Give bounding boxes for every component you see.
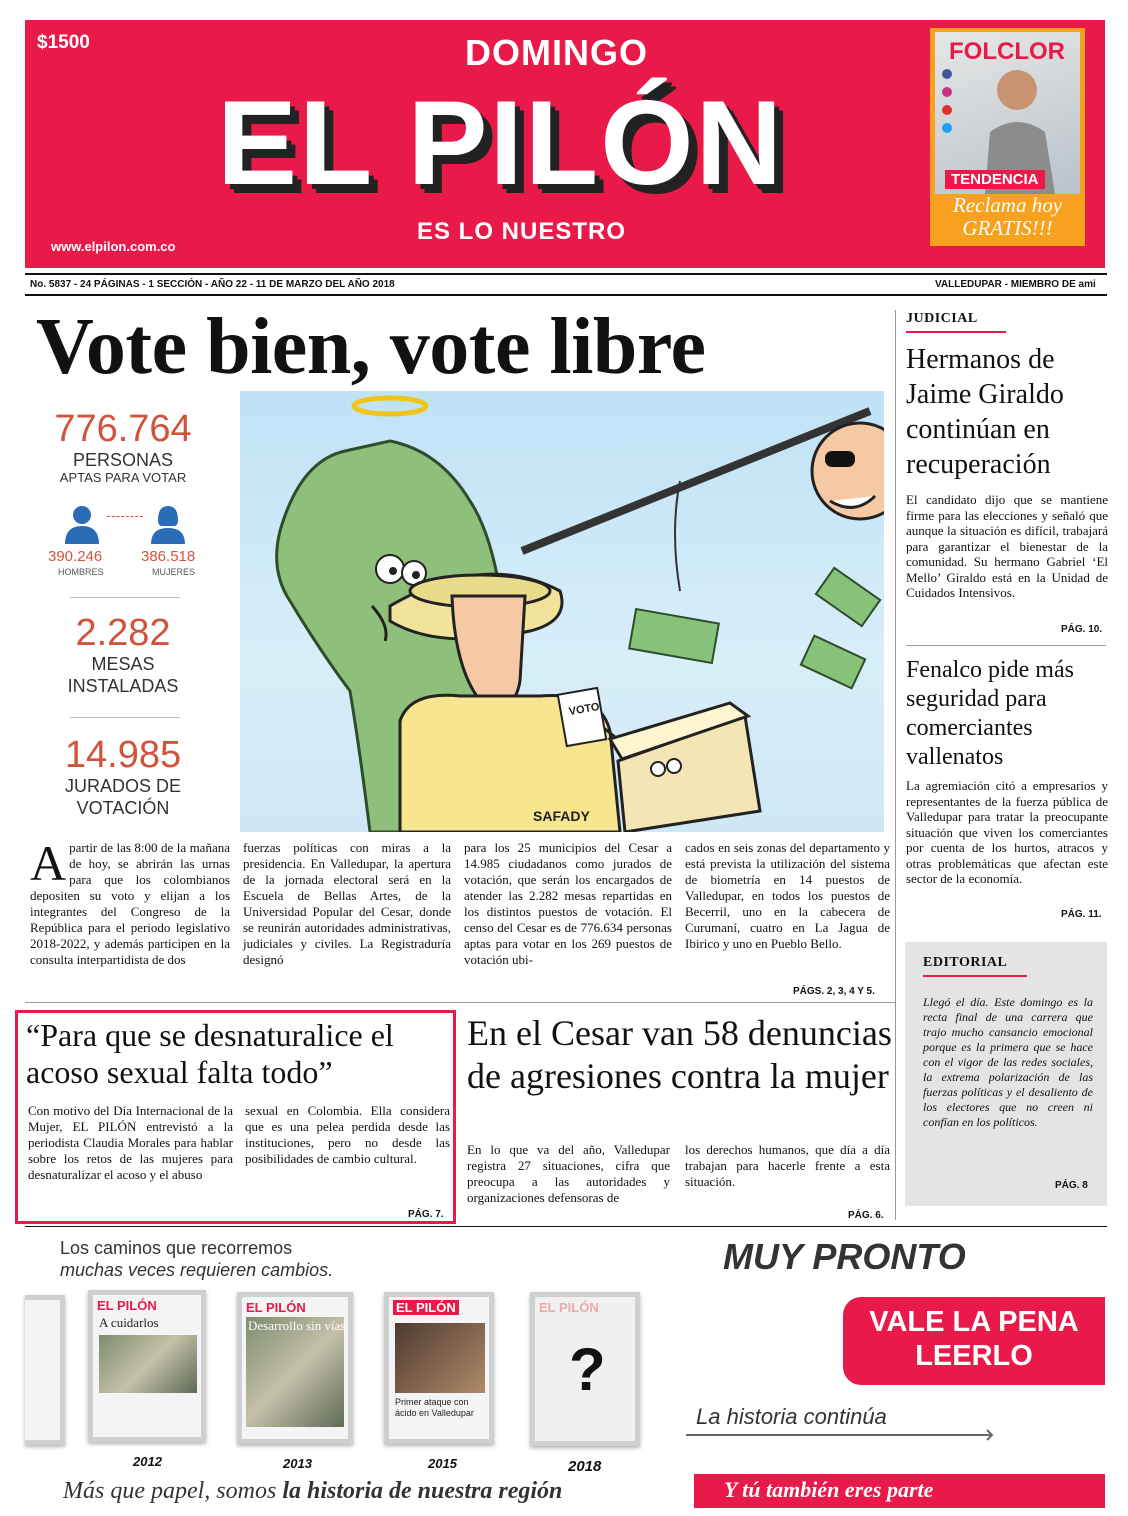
stat-men-number: 390.246: [48, 548, 103, 565]
ad-historia-underline: [686, 1434, 986, 1436]
fenalco-text: La agremiación citó a empresarios y representantes de la fuerza pública de Valledupar para tratar la preocupante situación que viven los comerciantes por cuenta de los hurtos, atracos y otras problemáticas que afectan este sector de la economía.: [906, 778, 1108, 886]
ad-muy-pronto: MUY PRONTO: [723, 1236, 966, 1277]
day-label: DOMINGO: [465, 32, 648, 73]
ad-historia: La historia continúa: [696, 1404, 887, 1429]
paper-logo: EL PILÓN: [246, 1300, 306, 1315]
masthead: [25, 20, 1105, 268]
editorial-box: [905, 942, 1107, 1206]
sidebar-divider: [906, 645, 1106, 646]
slogan: ES LO NUESTRO: [417, 218, 627, 245]
ad-line-1: Los caminos que recorremos: [60, 1238, 293, 1258]
main-story-col4: cados en seis zonas del departamento y está prevista la utilización del sistema de biometría en 14 puestos de Valledupar, en todos los puestos de Becerril, uno en la cabecera de Curumaní, cuatro en La Jagua de Ibirico y uno en Pueblo Bello.: [685, 840, 890, 951]
main-story-col2: fuerzas políticas con miras a la presidencia. En Valledupar, la apertura de la jornada electoral será en la Escuela de Bellas Artes, de la Universidad Popular del Cesar, donde se reunirán autoridades administrativas, judiciales y civiles. La Registraduría designó: [243, 840, 451, 967]
newspaper-logo: EL PILÓN: [217, 76, 785, 210]
main-story-col1-text: partir de las 8:00 de la mañana de hoy, se abrirán las urnas para que los colombianos depositen su voto y elijan a los integrantes del Congreso de la República para el periodo legislativo 2018-2022, y además participen en la consulta interpartidista de dos: [30, 840, 230, 967]
woman-icon: [148, 504, 188, 544]
drop-cap: A: [30, 835, 67, 891]
issue-info: No. 5837 - 24 PÁGINAS - 1 SECCIÓN - AÑO 22 - 11 DE MARZO DEL AÑO 2018: [30, 279, 395, 290]
cesar-headline[interactable]: En el Cesar van 58 denuncias de agresiones contra la mujer: [467, 1013, 892, 1096]
section-tag-underline: [906, 331, 1006, 333]
main-story-pages[interactable]: PÁGS. 2, 3, 4 Y 5.: [793, 986, 875, 997]
ad-mas-papel-b: la historia de nuestra región: [282, 1478, 563, 1504]
judicial-text: El candidato dijo que se mantiene firme para las elecciones y señaló que aunque la situación es difícil, trabajará para garantizar el bienestar de la comunidad. Su hermano Gabriel ‘El Mello’ Giraldo está en la Unidad de Cuidados Intensivos.: [906, 492, 1108, 600]
cesar-col2: los derechos humanos, que día a día trabajan para hacerle frente a esta situación.: [685, 1142, 890, 1189]
paper-2018: [530, 1292, 640, 1446]
stat-jurors-sublabel: VOTACIÓN: [76, 798, 170, 818]
location-info: VALLEDUPAR - MIEMBRO DE ami: [935, 279, 1096, 290]
divider: [25, 273, 1107, 275]
section-divider: [25, 1002, 895, 1003]
stat-voters-sublabel: APTAS PARA VOTAR: [59, 470, 187, 485]
ad-line-2: muchas veces requieren cambios.: [60, 1260, 334, 1280]
ad-tu-box: [694, 1474, 1105, 1508]
ad-vale-text: [843, 1305, 1105, 1373]
stat-jurors-number: 14.985: [64, 734, 182, 776]
cesar-page[interactable]: PÁG. 6.: [848, 1210, 884, 1221]
acoso-col2: sexual en Colombia. Ella considera que es una pelea perdida desde las instituciones, pero no desde las posibilidades de cambio cultural.: [245, 1103, 450, 1166]
stat-tables-label: MESAS: [91, 654, 155, 674]
paper-photo: [99, 1335, 197, 1393]
paper-year: 2018: [568, 1458, 602, 1475]
ad-vale-box: [843, 1297, 1105, 1385]
arrow-right-icon: [980, 1428, 994, 1442]
promo-text: [930, 194, 1085, 240]
paper-logo: EL PILÓN: [393, 1300, 459, 1315]
main-story-col1: [30, 835, 230, 968]
paper-photo: [395, 1323, 485, 1393]
paper-headline: Desarrollo sin vías: [248, 1318, 346, 1333]
paper-question-mark: ?: [569, 1336, 606, 1403]
price: $1500: [37, 32, 90, 53]
paper-headline: A cuidarlos: [99, 1315, 159, 1330]
stat-divider: [70, 717, 180, 718]
man-icon: [62, 504, 102, 544]
section-tag-underline: [923, 975, 1027, 977]
editorial-page[interactable]: PÁG. 8: [1055, 1180, 1088, 1191]
ad-vale-line-2: LEERLO: [915, 1340, 1033, 1372]
ad-mas-papel-a: Más que papel, somos: [63, 1478, 283, 1504]
website-link[interactable]: www.elpilon.com.co: [51, 239, 176, 254]
ad-tu-text: Y tú también eres parte: [724, 1477, 934, 1502]
editorial-text: Llegó el día. Este domingo es la recta final de una carrera que trajo mucho cansancio emocional porque es la primera que se hace con el vigor de las redes sociales, la extrema polarización de las fuerzas políticas y el desaliento de los electores que no creen ni confían en los políticos.: [923, 995, 1093, 1129]
magazine-title: FOLCLOR: [949, 38, 1065, 65]
stat-jurors-label: JURADOS DE: [64, 776, 181, 796]
gender-connector: [107, 516, 143, 517]
acoso-page[interactable]: PÁG. 7.: [408, 1209, 444, 1220]
main-story-col3: para los 25 municipios del Cesar a 14.985 ciudadanos como jurados de votación, que serán los encargados de atender las 2.282 mesas repartidas en los distintos puestos de votación. El censo del Cesar es de 776.634 personas aptas para votar en los 269 puestos de votación ubi-: [464, 840, 672, 967]
magazine-promo[interactable]: [930, 28, 1085, 246]
promo-line-2: GRATIS!!!: [962, 216, 1053, 240]
acoso-headline[interactable]: “Para que se desnaturalice el acoso sexual falta todo”: [26, 1017, 394, 1090]
cesar-col1: En lo que va del año, Valledupar registra 27 situaciones, cifra que preocupa a las autoridades y organizaciones defensoras de: [467, 1142, 670, 1205]
paper-year: 2013: [283, 1456, 312, 1471]
acoso-col1: Con motivo del Día Internacional de la Mujer, EL PILÓN entrevistó a la periodista Claudia Morales para hablar sobre los retos de las mujeres para desnaturalizar el acoso y el abuso: [28, 1103, 233, 1182]
stat-women-label: MUJERES: [152, 567, 196, 577]
judicial-page[interactable]: PÁG. 10.: [1061, 624, 1103, 635]
ad-mas-papel: [63, 1478, 562, 1505]
stat-divider: [70, 597, 180, 598]
promo-line-1: Reclama hoy: [952, 193, 1063, 217]
main-headline[interactable]: Vote bien, vote libre: [36, 303, 706, 391]
acoso-story[interactable]: [15, 1010, 456, 1224]
divider: [25, 294, 1107, 296]
fenalco-headline[interactable]: Fenalco pide más seguridad para comerciantes vallenatos: [906, 657, 1074, 770]
judicial-headline[interactable]: Hermanos de Jaime Giraldo continúan en recuperación: [906, 344, 1064, 480]
stat-women-number: 386.518: [141, 548, 196, 565]
paper-year: 2015: [428, 1456, 457, 1471]
paper-headline: Primer ataque con ácido en Valledupar: [395, 1397, 474, 1418]
cartoon-signature: SAFADY: [533, 808, 590, 824]
magazine-cover: [935, 32, 1080, 194]
editorial-cartoon: [240, 391, 884, 832]
fenalco-page[interactable]: PÁG. 11.: [1061, 909, 1102, 920]
stat-men-label: HOMBRES: [58, 567, 104, 577]
paper-logo: EL PILÓN: [539, 1300, 599, 1315]
paper-photo: [246, 1317, 344, 1427]
cartoon-art: [240, 391, 884, 832]
ad-divider: [25, 1226, 1107, 1227]
paper-year: 2012: [133, 1454, 162, 1469]
section-tag-judicial: JUDICIAL: [906, 311, 978, 326]
ad-vale-line-1: VALE LA PENA: [869, 1306, 1079, 1338]
paper-partial: [25, 1295, 65, 1445]
section-tag-editorial: EDITORIAL: [923, 955, 1008, 970]
paper-2012: [88, 1290, 206, 1442]
cartoon-ballot-label: VOTO: [567, 700, 601, 719]
paper-logo: EL PILÓN: [97, 1298, 157, 1313]
paper-2013: [237, 1292, 353, 1444]
stat-voters-number: 776.764: [54, 408, 192, 450]
magazine-badge: TENDENCIA: [945, 170, 1045, 189]
stat-tables-sublabel: INSTALADAS: [67, 676, 179, 696]
stat-voters-label: PERSONAS: [72, 450, 174, 470]
stat-tables-number: 2.282: [75, 612, 171, 654]
paper-2015: [384, 1292, 494, 1444]
